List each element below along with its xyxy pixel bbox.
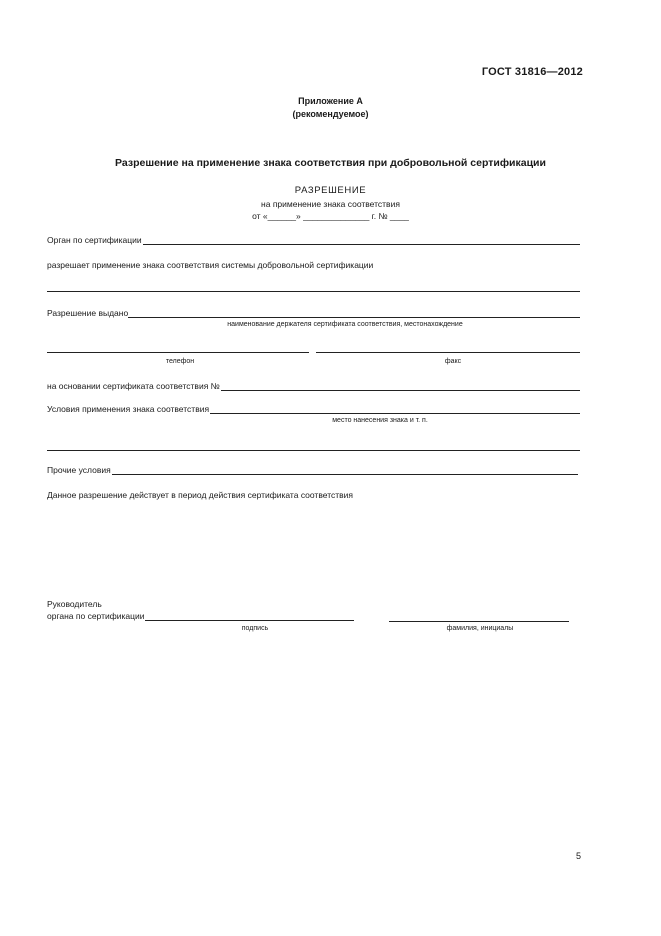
name-field[interactable] [389,621,569,622]
basis-label: на основании сертификата соответствия № [47,381,220,391]
blank-line-2[interactable] [47,450,580,451]
cert-body-row [47,235,580,245]
appendix-subtitle: (рекомендуемое) [292,109,369,119]
conditions-row [47,404,580,414]
issued-to-label: Разрешение выдано [47,308,129,318]
basis-row [47,381,580,391]
form-heading: РАЗРЕШЕНИЕ [294,185,367,196]
head-label-line1: Руководитель [47,599,102,609]
page-number: 5 [575,851,581,861]
fax-caption: факс [444,358,462,365]
phone-field[interactable] [47,352,309,353]
issued-to-field[interactable] [128,308,580,318]
other-conditions-field[interactable] [112,465,578,475]
grants-text: разрешает применение знака соответствия системы добровольной сертификации [47,260,374,270]
fax-field[interactable] [316,352,580,353]
head-label-line2: органа по сертификации [47,611,145,621]
section-title: Разрешение на применение знака соответствия при добровольной сертификации [115,157,546,169]
blank-line-1[interactable] [47,291,580,292]
other-conditions-label: Прочие условия [47,465,111,475]
signature-caption: подпись [241,625,269,632]
conditions-field[interactable] [210,404,580,414]
issued-to-row [47,308,580,318]
signature-row [47,611,354,621]
other-conditions-row [47,465,578,475]
phone-caption: телефон [165,358,195,365]
appendix-title: Приложение А [298,96,363,106]
name-caption: фамилия, инициалы [446,625,514,632]
form-number-line: от «______» ______________ г. № ____ [252,211,409,221]
basis-field[interactable] [221,381,580,391]
form-subheading: на применение знака соответствия [261,199,400,209]
issued-to-caption: наименование держателя сертификата соответствия, местонахождение [227,321,463,328]
signature-field[interactable] [145,611,354,621]
cert-body-label: Орган по сертификации [47,235,142,245]
conditions-caption: место нанесения знака и т. п. [332,417,428,424]
conditions-label: Условия применения знака соответствия [47,404,210,414]
document-code: ГОСТ 31816—2012 [481,66,583,78]
validity-text: Данное разрешение действует в период действия сертификата соответствия [47,490,353,500]
cert-body-field[interactable] [143,235,580,245]
